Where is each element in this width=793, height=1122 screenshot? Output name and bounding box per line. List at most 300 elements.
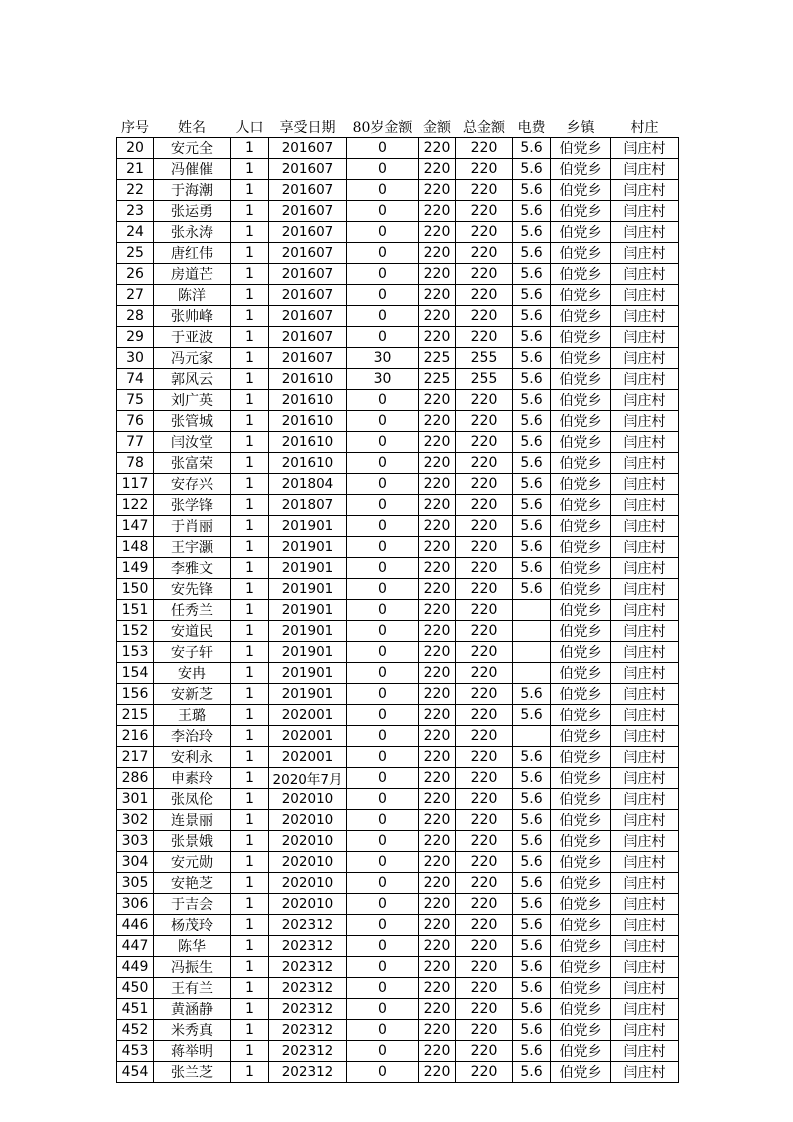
table-row bbox=[117, 369, 679, 390]
cell-date: 201901 bbox=[269, 579, 347, 600]
cell-total: 220 bbox=[456, 516, 513, 537]
cell-village: 闫庄村 bbox=[611, 852, 679, 873]
cell-population: 1 bbox=[231, 432, 269, 453]
cell-village: 闫庄村 bbox=[611, 432, 679, 453]
cell-population: 1 bbox=[231, 285, 269, 306]
header-amount: 金额 bbox=[423, 120, 451, 136]
table-row bbox=[117, 327, 679, 348]
cell-name: 安先锋 bbox=[154, 579, 231, 600]
cell-over80: 0 bbox=[347, 684, 419, 705]
cell-over80: 30 bbox=[347, 348, 419, 369]
table-row bbox=[117, 663, 679, 684]
cell-index: 20 bbox=[117, 138, 154, 159]
cell-population: 1 bbox=[231, 327, 269, 348]
cell-village: 闫庄村 bbox=[611, 1020, 679, 1041]
cell-electric: 5.6 bbox=[513, 537, 551, 558]
cell-index: 76 bbox=[117, 411, 154, 432]
cell-village: 闫庄村 bbox=[611, 1041, 679, 1062]
cell-total: 220 bbox=[456, 159, 513, 180]
cell-date: 201901 bbox=[269, 621, 347, 642]
table-row bbox=[117, 915, 679, 936]
cell-town: 伯党乡 bbox=[551, 306, 611, 327]
table-row bbox=[117, 1020, 679, 1041]
cell-total: 220 bbox=[456, 1041, 513, 1062]
cell-index: 447 bbox=[117, 936, 154, 957]
cell-population: 1 bbox=[231, 999, 269, 1020]
header-electricity-fee: 电费 bbox=[517, 120, 546, 136]
cell-electric: 5.6 bbox=[513, 201, 551, 222]
cell-date: 202001 bbox=[269, 726, 347, 747]
cell-town: 伯党乡 bbox=[551, 138, 611, 159]
cell-total: 220 bbox=[456, 831, 513, 852]
cell-village: 闫庄村 bbox=[611, 768, 679, 789]
cell-over80: 0 bbox=[347, 432, 419, 453]
cell-village: 闫庄村 bbox=[611, 537, 679, 558]
table-row bbox=[117, 873, 679, 894]
cell-town: 伯党乡 bbox=[551, 222, 611, 243]
cell-total: 220 bbox=[456, 411, 513, 432]
cell-village: 闫庄村 bbox=[611, 621, 679, 642]
cell-total: 220 bbox=[456, 264, 513, 285]
cell-date: 202312 bbox=[269, 978, 347, 999]
cell-over80: 0 bbox=[347, 705, 419, 726]
cell-electric: 5.6 bbox=[513, 1041, 551, 1062]
cell-village: 闫庄村 bbox=[611, 495, 679, 516]
cell-village: 闫庄村 bbox=[611, 915, 679, 936]
cell-date: 202010 bbox=[269, 873, 347, 894]
cell-amount: 220 bbox=[419, 390, 456, 411]
cell-electric bbox=[513, 600, 551, 621]
cell-village: 闫庄村 bbox=[611, 390, 679, 411]
cell-electric: 5.6 bbox=[513, 306, 551, 327]
cell-date: 201607 bbox=[269, 180, 347, 201]
cell-over80: 0 bbox=[347, 264, 419, 285]
cell-date: 202010 bbox=[269, 831, 347, 852]
cell-index: 302 bbox=[117, 810, 154, 831]
cell-name: 李治玲 bbox=[154, 726, 231, 747]
table-row bbox=[117, 1062, 679, 1083]
cell-village: 闫庄村 bbox=[611, 285, 679, 306]
cell-village: 闫庄村 bbox=[611, 327, 679, 348]
cell-name: 冯催催 bbox=[154, 159, 231, 180]
cell-electric bbox=[513, 642, 551, 663]
cell-over80: 0 bbox=[347, 789, 419, 810]
table-row bbox=[117, 432, 679, 453]
cell-amount: 220 bbox=[419, 579, 456, 600]
cell-amount: 220 bbox=[419, 768, 456, 789]
cell-date: 202312 bbox=[269, 957, 347, 978]
cell-over80: 0 bbox=[347, 453, 419, 474]
cell-total: 220 bbox=[456, 957, 513, 978]
table-row bbox=[117, 159, 679, 180]
cell-index: 449 bbox=[117, 957, 154, 978]
cell-electric: 5.6 bbox=[513, 558, 551, 579]
cell-town: 伯党乡 bbox=[551, 579, 611, 600]
table-row bbox=[117, 390, 679, 411]
cell-electric bbox=[513, 663, 551, 684]
cell-town: 伯党乡 bbox=[551, 789, 611, 810]
cell-amount: 225 bbox=[419, 369, 456, 390]
table-row bbox=[117, 894, 679, 915]
table-row bbox=[117, 537, 679, 558]
cell-index: 74 bbox=[117, 369, 154, 390]
cell-population: 1 bbox=[231, 873, 269, 894]
cell-electric: 5.6 bbox=[513, 138, 551, 159]
cell-population: 1 bbox=[231, 159, 269, 180]
cell-village: 闫庄村 bbox=[611, 159, 679, 180]
cell-population: 1 bbox=[231, 852, 269, 873]
cell-name: 连景丽 bbox=[154, 810, 231, 831]
table-body bbox=[117, 138, 679, 1083]
cell-over80: 0 bbox=[347, 894, 419, 915]
cell-amount: 220 bbox=[419, 873, 456, 894]
cell-total: 220 bbox=[456, 222, 513, 243]
cell-date: 201901 bbox=[269, 642, 347, 663]
cell-total: 220 bbox=[456, 873, 513, 894]
cell-index: 149 bbox=[117, 558, 154, 579]
cell-electric: 5.6 bbox=[513, 348, 551, 369]
header-total-amount: 总金额 bbox=[463, 120, 505, 136]
cell-amount: 220 bbox=[419, 537, 456, 558]
cell-population: 1 bbox=[231, 390, 269, 411]
cell-name: 张运勇 bbox=[154, 201, 231, 222]
cell-amount: 220 bbox=[419, 978, 456, 999]
cell-index: 26 bbox=[117, 264, 154, 285]
cell-over80: 0 bbox=[347, 579, 419, 600]
cell-name: 张凤伦 bbox=[154, 789, 231, 810]
cell-total: 220 bbox=[456, 285, 513, 306]
cell-name: 于肖丽 bbox=[154, 516, 231, 537]
cell-town: 伯党乡 bbox=[551, 810, 611, 831]
cell-village: 闫庄村 bbox=[611, 516, 679, 537]
cell-village: 闫庄村 bbox=[611, 705, 679, 726]
cell-date: 202001 bbox=[269, 747, 347, 768]
cell-over80: 0 bbox=[347, 306, 419, 327]
cell-town: 伯党乡 bbox=[551, 936, 611, 957]
cell-index: 78 bbox=[117, 453, 154, 474]
cell-over80: 0 bbox=[347, 1041, 419, 1062]
cell-town: 伯党乡 bbox=[551, 600, 611, 621]
cell-index: 454 bbox=[117, 1062, 154, 1083]
cell-date: 202312 bbox=[269, 1041, 347, 1062]
table-row bbox=[117, 474, 679, 495]
cell-over80: 0 bbox=[347, 936, 419, 957]
cell-amount: 220 bbox=[419, 663, 456, 684]
cell-date: 202312 bbox=[269, 999, 347, 1020]
cell-town: 伯党乡 bbox=[551, 369, 611, 390]
cell-index: 450 bbox=[117, 978, 154, 999]
table-row bbox=[117, 957, 679, 978]
cell-electric: 5.6 bbox=[513, 516, 551, 537]
cell-population: 1 bbox=[231, 978, 269, 999]
cell-electric: 5.6 bbox=[513, 285, 551, 306]
cell-village: 闫庄村 bbox=[611, 957, 679, 978]
cell-amount: 220 bbox=[419, 327, 456, 348]
cell-electric: 5.6 bbox=[513, 327, 551, 348]
cell-town: 伯党乡 bbox=[551, 852, 611, 873]
cell-total: 220 bbox=[456, 747, 513, 768]
cell-population: 1 bbox=[231, 474, 269, 495]
cell-population: 1 bbox=[231, 894, 269, 915]
header-over-80-amount: 80岁金额 bbox=[352, 120, 413, 136]
cell-index: 303 bbox=[117, 831, 154, 852]
cell-village: 闫庄村 bbox=[611, 726, 679, 747]
cell-name: 安子轩 bbox=[154, 642, 231, 663]
cell-town: 伯党乡 bbox=[551, 915, 611, 936]
table-row bbox=[117, 579, 679, 600]
cell-total: 220 bbox=[456, 684, 513, 705]
cell-town: 伯党乡 bbox=[551, 264, 611, 285]
table-row bbox=[117, 222, 679, 243]
cell-total: 220 bbox=[456, 390, 513, 411]
cell-index: 304 bbox=[117, 852, 154, 873]
header-index: 序号 bbox=[121, 120, 149, 136]
cell-town: 伯党乡 bbox=[551, 705, 611, 726]
cell-electric: 5.6 bbox=[513, 936, 551, 957]
cell-village: 闫庄村 bbox=[611, 642, 679, 663]
cell-population: 1 bbox=[231, 1062, 269, 1083]
cell-town: 伯党乡 bbox=[551, 285, 611, 306]
cell-name: 米秀真 bbox=[154, 1020, 231, 1041]
cell-index: 150 bbox=[117, 579, 154, 600]
cell-electric: 5.6 bbox=[513, 810, 551, 831]
cell-total: 220 bbox=[456, 642, 513, 663]
cell-name: 王璐 bbox=[154, 705, 231, 726]
cell-index: 21 bbox=[117, 159, 154, 180]
cell-population: 1 bbox=[231, 915, 269, 936]
cell-total: 220 bbox=[456, 915, 513, 936]
cell-over80: 0 bbox=[347, 1062, 419, 1083]
cell-over80: 0 bbox=[347, 138, 419, 159]
cell-town: 伯党乡 bbox=[551, 474, 611, 495]
header-town: 乡镇 bbox=[566, 120, 595, 136]
cell-population: 1 bbox=[231, 663, 269, 684]
cell-town: 伯党乡 bbox=[551, 495, 611, 516]
cell-town: 伯党乡 bbox=[551, 747, 611, 768]
cell-total: 220 bbox=[456, 537, 513, 558]
cell-town: 伯党乡 bbox=[551, 243, 611, 264]
cell-date: 201607 bbox=[269, 264, 347, 285]
cell-population: 1 bbox=[231, 243, 269, 264]
cell-population: 1 bbox=[231, 1041, 269, 1062]
cell-town: 伯党乡 bbox=[551, 558, 611, 579]
cell-index: 286 bbox=[117, 768, 154, 789]
cell-index: 153 bbox=[117, 642, 154, 663]
cell-over80: 0 bbox=[347, 327, 419, 348]
cell-town: 伯党乡 bbox=[551, 642, 611, 663]
cell-name: 王有兰 bbox=[154, 978, 231, 999]
cell-name: 唐红伟 bbox=[154, 243, 231, 264]
cell-amount: 220 bbox=[419, 453, 456, 474]
cell-population: 1 bbox=[231, 138, 269, 159]
cell-amount: 220 bbox=[419, 852, 456, 873]
cell-amount: 220 bbox=[419, 936, 456, 957]
cell-name: 张景娥 bbox=[154, 831, 231, 852]
cell-total: 220 bbox=[456, 789, 513, 810]
cell-total: 255 bbox=[456, 369, 513, 390]
cell-electric: 5.6 bbox=[513, 264, 551, 285]
cell-village: 闫庄村 bbox=[611, 1062, 679, 1083]
cell-name: 冯元家 bbox=[154, 348, 231, 369]
cell-over80: 0 bbox=[347, 831, 419, 852]
cell-over80: 0 bbox=[347, 600, 419, 621]
cell-over80: 0 bbox=[347, 915, 419, 936]
cell-village: 闫庄村 bbox=[611, 894, 679, 915]
cell-name: 安冉 bbox=[154, 663, 231, 684]
cell-town: 伯党乡 bbox=[551, 768, 611, 789]
cell-population: 1 bbox=[231, 201, 269, 222]
cell-name: 安新芝 bbox=[154, 684, 231, 705]
cell-total: 220 bbox=[456, 558, 513, 579]
cell-village: 闫庄村 bbox=[611, 411, 679, 432]
table-row bbox=[117, 999, 679, 1020]
cell-index: 77 bbox=[117, 432, 154, 453]
cell-date: 202312 bbox=[269, 915, 347, 936]
cell-over80: 0 bbox=[347, 516, 419, 537]
cell-date: 201610 bbox=[269, 411, 347, 432]
table-row bbox=[117, 600, 679, 621]
cell-total: 220 bbox=[456, 495, 513, 516]
cell-total: 220 bbox=[456, 453, 513, 474]
cell-over80: 0 bbox=[347, 747, 419, 768]
cell-index: 29 bbox=[117, 327, 154, 348]
cell-date: 202010 bbox=[269, 894, 347, 915]
cell-name: 刘广英 bbox=[154, 390, 231, 411]
cell-electric: 5.6 bbox=[513, 390, 551, 411]
cell-name: 郭风云 bbox=[154, 369, 231, 390]
cell-electric: 5.6 bbox=[513, 243, 551, 264]
cell-name: 安元全 bbox=[154, 138, 231, 159]
cell-town: 伯党乡 bbox=[551, 327, 611, 348]
table-header bbox=[117, 117, 679, 138]
cell-electric: 5.6 bbox=[513, 1062, 551, 1083]
cell-name: 闫汝堂 bbox=[154, 432, 231, 453]
table-row bbox=[117, 495, 679, 516]
cell-total: 220 bbox=[456, 768, 513, 789]
cell-amount: 220 bbox=[419, 222, 456, 243]
cell-population: 1 bbox=[231, 789, 269, 810]
cell-over80: 0 bbox=[347, 621, 419, 642]
cell-date: 202010 bbox=[269, 810, 347, 831]
cell-over80: 0 bbox=[347, 390, 419, 411]
cell-amount: 220 bbox=[419, 894, 456, 915]
cell-index: 147 bbox=[117, 516, 154, 537]
cell-town: 伯党乡 bbox=[551, 1020, 611, 1041]
cell-amount: 220 bbox=[419, 600, 456, 621]
cell-total: 220 bbox=[456, 306, 513, 327]
cell-index: 75 bbox=[117, 390, 154, 411]
cell-total: 220 bbox=[456, 579, 513, 600]
cell-electric: 5.6 bbox=[513, 705, 551, 726]
cell-date: 202312 bbox=[269, 1062, 347, 1083]
cell-date: 201901 bbox=[269, 516, 347, 537]
table-row bbox=[117, 516, 679, 537]
cell-over80: 0 bbox=[347, 873, 419, 894]
cell-date: 201607 bbox=[269, 222, 347, 243]
cell-date: 202010 bbox=[269, 852, 347, 873]
cell-name: 杨茂玲 bbox=[154, 915, 231, 936]
cell-amount: 220 bbox=[419, 705, 456, 726]
cell-over80: 0 bbox=[347, 978, 419, 999]
cell-total: 220 bbox=[456, 243, 513, 264]
cell-over80: 0 bbox=[347, 201, 419, 222]
cell-name: 黄涵静 bbox=[154, 999, 231, 1020]
cell-amount: 220 bbox=[419, 159, 456, 180]
cell-total: 220 bbox=[456, 852, 513, 873]
cell-electric: 5.6 bbox=[513, 852, 551, 873]
cell-date: 201607 bbox=[269, 306, 347, 327]
cell-population: 1 bbox=[231, 348, 269, 369]
cell-index: 24 bbox=[117, 222, 154, 243]
header-start-date: 享受日期 bbox=[279, 120, 336, 136]
cell-population: 1 bbox=[231, 453, 269, 474]
cell-amount: 220 bbox=[419, 1041, 456, 1062]
cell-index: 306 bbox=[117, 894, 154, 915]
cell-date: 201901 bbox=[269, 684, 347, 705]
cell-amount: 220 bbox=[419, 1020, 456, 1041]
cell-index: 451 bbox=[117, 999, 154, 1020]
cell-name: 冯振生 bbox=[154, 957, 231, 978]
cell-electric: 5.6 bbox=[513, 768, 551, 789]
cell-electric: 5.6 bbox=[513, 873, 551, 894]
table-row bbox=[117, 642, 679, 663]
header-name: 姓名 bbox=[178, 120, 206, 136]
cell-date: 202312 bbox=[269, 936, 347, 957]
cell-population: 1 bbox=[231, 936, 269, 957]
cell-total: 220 bbox=[456, 894, 513, 915]
table-row bbox=[117, 684, 679, 705]
cell-electric: 5.6 bbox=[513, 432, 551, 453]
cell-population: 1 bbox=[231, 222, 269, 243]
cell-index: 23 bbox=[117, 201, 154, 222]
cell-town: 伯党乡 bbox=[551, 180, 611, 201]
cell-village: 闫庄村 bbox=[611, 306, 679, 327]
cell-population: 1 bbox=[231, 600, 269, 621]
cell-population: 1 bbox=[231, 621, 269, 642]
cell-village: 闫庄村 bbox=[611, 579, 679, 600]
cell-village: 闫庄村 bbox=[611, 348, 679, 369]
cell-amount: 220 bbox=[419, 726, 456, 747]
cell-population: 1 bbox=[231, 831, 269, 852]
cell-amount: 220 bbox=[419, 957, 456, 978]
cell-date: 201607 bbox=[269, 327, 347, 348]
cell-electric: 5.6 bbox=[513, 684, 551, 705]
cell-over80: 0 bbox=[347, 537, 419, 558]
cell-village: 闫庄村 bbox=[611, 684, 679, 705]
cell-population: 1 bbox=[231, 180, 269, 201]
cell-amount: 220 bbox=[419, 411, 456, 432]
cell-town: 伯党乡 bbox=[551, 1062, 611, 1083]
cell-population: 1 bbox=[231, 537, 269, 558]
cell-electric: 5.6 bbox=[513, 789, 551, 810]
cell-amount: 220 bbox=[419, 1062, 456, 1083]
cell-amount: 220 bbox=[419, 285, 456, 306]
table-row bbox=[117, 768, 679, 789]
cell-index: 152 bbox=[117, 621, 154, 642]
cell-date: 201901 bbox=[269, 537, 347, 558]
cell-total: 220 bbox=[456, 663, 513, 684]
cell-index: 446 bbox=[117, 915, 154, 936]
cell-over80: 0 bbox=[347, 1020, 419, 1041]
cell-date: 201610 bbox=[269, 369, 347, 390]
cell-name: 安道民 bbox=[154, 621, 231, 642]
cell-name: 蒋举明 bbox=[154, 1041, 231, 1062]
cell-village: 闫庄村 bbox=[611, 243, 679, 264]
cell-over80: 0 bbox=[347, 159, 419, 180]
cell-amount: 220 bbox=[419, 516, 456, 537]
table-row bbox=[117, 453, 679, 474]
cell-over80: 0 bbox=[347, 768, 419, 789]
